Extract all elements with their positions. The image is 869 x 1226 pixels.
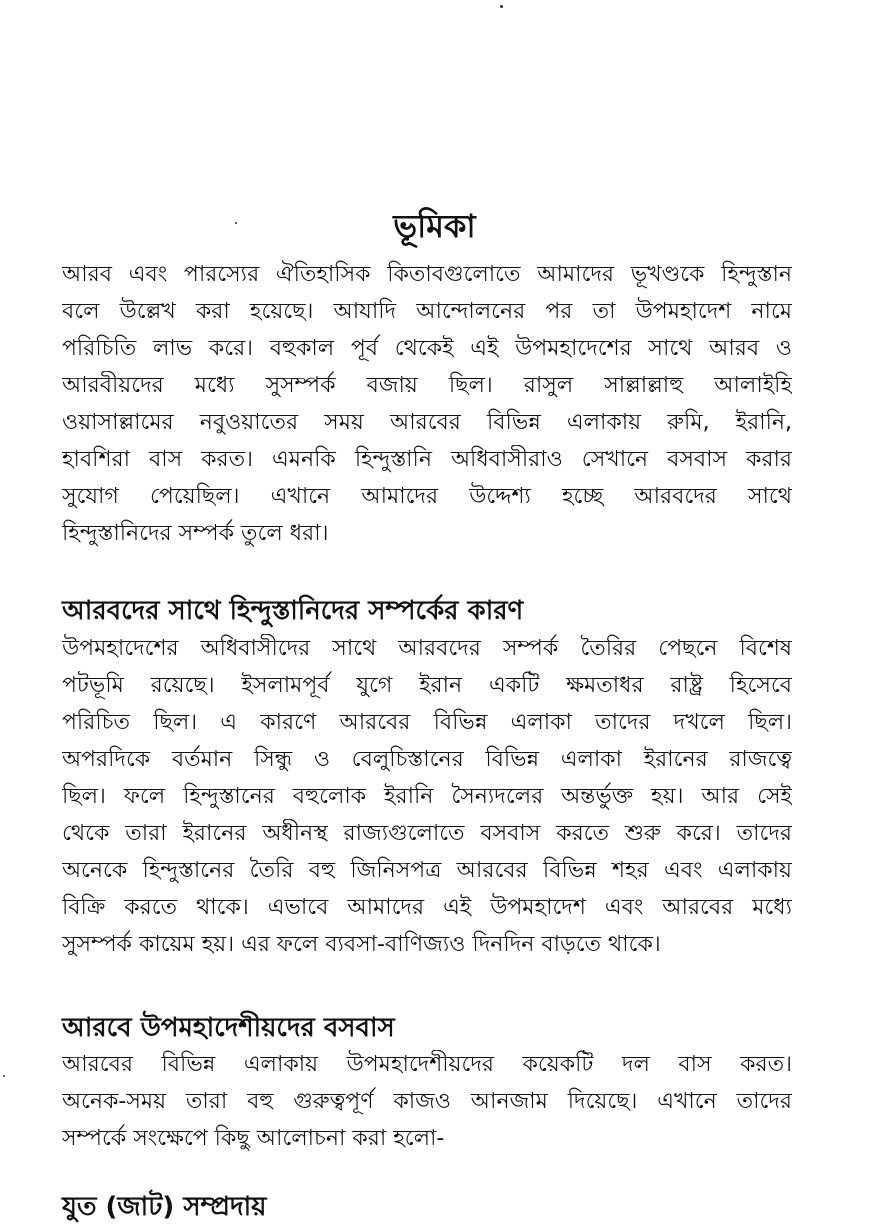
- paragraph-line: অনেক-সময় তারা বহু গুরুত্বপূর্ণ কাজও আনজাম দিয়েছে। এখানে তাদের: [62, 1089, 792, 1114]
- paragraph-line: বিক্রি করতে থাকে। এভাবে আমাদের এই উপমহাদেশ এবং আরবের মধ্যে: [62, 895, 792, 920]
- ink-speck: [500, 5, 503, 8]
- ink-speck: [3, 1075, 5, 1077]
- paragraph-line: বলে উল্লেখ করা হয়েছে। আযাদি আন্দোলনের পর তা উপমহাদেশ নামে: [62, 299, 792, 324]
- section-heading: আরবে উপমহাদেশীয়দের বসবাস: [62, 1013, 395, 1043]
- paragraph-line: হাবশিরা বাস করত। এমনকি হিন্দুস্তানি অধিবাসীরাও সেখানে বসবাস করার: [62, 447, 792, 472]
- paragraph-line: উপমহাদেশের অধিবাসীদের সাথে আরবদের সম্পর্ক তৈরির পেছনে বিশেষ: [62, 636, 792, 661]
- paragraph-line: সুযোগ পেয়েছিল। এখানে আমাদের উদ্দেশ্য হচ্ছে আরবদের সাথে: [62, 484, 792, 509]
- paragraph-line: অনেকে হিন্দুস্তানের তৈরি বহু জিনিসপত্র আরবের বিভিন্ন শহর এবং এলাকায়: [62, 858, 792, 883]
- page-title: ভূমিকা: [393, 207, 476, 245]
- paragraph-line: থেকে তারা ইরানের অধীনস্থ রাজ্যগুলোতে বসবাস করতে শুরু করে। তাদের: [62, 821, 792, 846]
- paragraph-line: ছিল। ফলে হিন্দুস্তানের বহুলোক ইরানি সৈন্যদলের অন্তর্ভুক্ত হয়। আর সেই: [62, 784, 792, 809]
- section-heading: আরবদের সাথে হিন্দুস্তানিদের সম্পর্কের কারণ: [62, 596, 524, 626]
- paragraph-line: পরিচিত ছিল। এ কারণে আরবের বিভিন্ন এলাকা তাদের দখলে ছিল।: [62, 710, 792, 735]
- paragraph-line: আরবের বিভিন্ন এলাকায় উপমহাদেশীয়দের কয়েকটি দল বাস করত।: [62, 1052, 792, 1077]
- paragraph-line: সুসম্পর্ক কায়েম হয়। এর ফলে ব্যবসা-বাণিজ্যও দিনদিন বাড়তে থাকে।: [62, 932, 661, 957]
- paragraph-line: অপরদিকে বর্তমান সিন্ধু ও বেলুচিস্তানের বিভিন্ন এলাকা ইরানের রাজত্বে: [62, 747, 792, 772]
- paragraph-line: আরব এবং পারস্যের ঐতিহাসিক কিতাবগুলোতে আমাদের ভূখণ্ডকে হিন্দুস্তান: [62, 262, 792, 287]
- paragraph-line: হিন্দুস্তানিদের সম্পর্ক তুলে ধরা।: [62, 521, 329, 546]
- paragraph-line: ওয়াসাল্লামের নবুওয়াতের সময় আরবের বিভিন্ন এলাকায় রুমি, ইরানি,: [62, 410, 792, 435]
- paragraph-line: সম্পর্কে সংক্ষেপে কিছু আলোচনা করা হলো-: [62, 1126, 445, 1151]
- section-heading: যুত (জাট) সম্প্রদায়: [62, 1192, 267, 1222]
- paragraph-line: পরিচিতি লাভ করে। বহুকাল পূর্ব থেকেই এই উপমহাদেশের সাথে আরব ও: [62, 336, 792, 361]
- paragraph-line: পটভূমি রয়েছে। ইসলামপূর্ব যুগে ইরান একটি ক্ষমতাধর রাষ্ট্র হিসেবে: [62, 673, 792, 698]
- paragraph-line: আরবীয়দের মধ্যে সুসম্পর্ক বজায় ছিল। রাসুল সাল্লাল্লাহু আলাইহি: [62, 373, 792, 398]
